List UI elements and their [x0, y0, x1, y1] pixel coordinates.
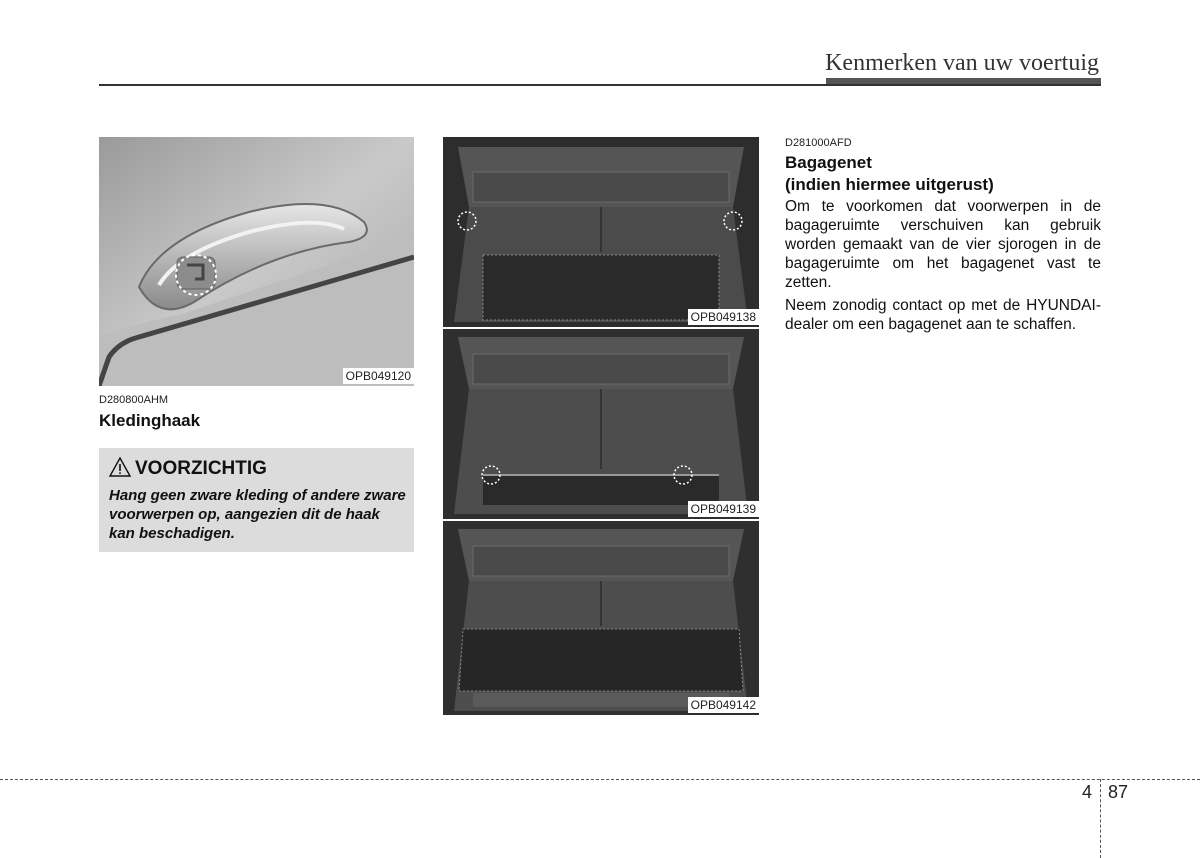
header-rule — [99, 84, 1101, 86]
photo-code: OPB049120 — [343, 368, 414, 384]
section-code: D281000AFD — [785, 137, 852, 149]
footer-dashed-divider — [1100, 779, 1101, 858]
luggage-net-photo-1 — [443, 137, 759, 327]
chapter-number: 4 — [1082, 782, 1093, 802]
section-heading: Kledinghaak — [99, 411, 201, 430]
photo-code: OPB049142 — [688, 697, 759, 713]
luggage-net-photo-2 — [443, 329, 759, 519]
section-heading-line1: Bagagenet — [785, 153, 872, 172]
caution-text: Hang geen zware kleding of andere zware voorwerpen op, aangezien dit de haak kan beschadigen. — [109, 487, 406, 542]
photo-code: OPB049138 — [688, 309, 759, 325]
footer-dashed-rule — [0, 779, 1200, 780]
section-code: D280800AHM — [99, 394, 169, 406]
body-paragraph-2: Neem zonodig contact op met de HYUNDAI-dealer om een bagagenet aan te schaffen. — [785, 297, 1101, 333]
coat-hook-photo — [99, 137, 414, 386]
section-heading-line2: (indien hiermee uitgerust) — [785, 175, 994, 194]
caution-box — [99, 448, 414, 552]
luggage-net-photo-3 — [443, 521, 759, 715]
photo-code: OPB049139 — [688, 501, 759, 517]
warning-triangle-icon — [109, 457, 131, 477]
body-paragraph-1: Om te voorkomen dat voorwerpen in de bagageruimte verschuiven kan gebruik worden gemaakt van de vier sjorogen in de bagageruimte om het bagagenet vast te zetten. — [785, 198, 1101, 291]
page-header-title: Kenmerken van uw voertuig — [825, 50, 1099, 76]
page-number: 87 — [1108, 782, 1129, 802]
caution-title: VOORZICHTIG — [135, 458, 267, 479]
